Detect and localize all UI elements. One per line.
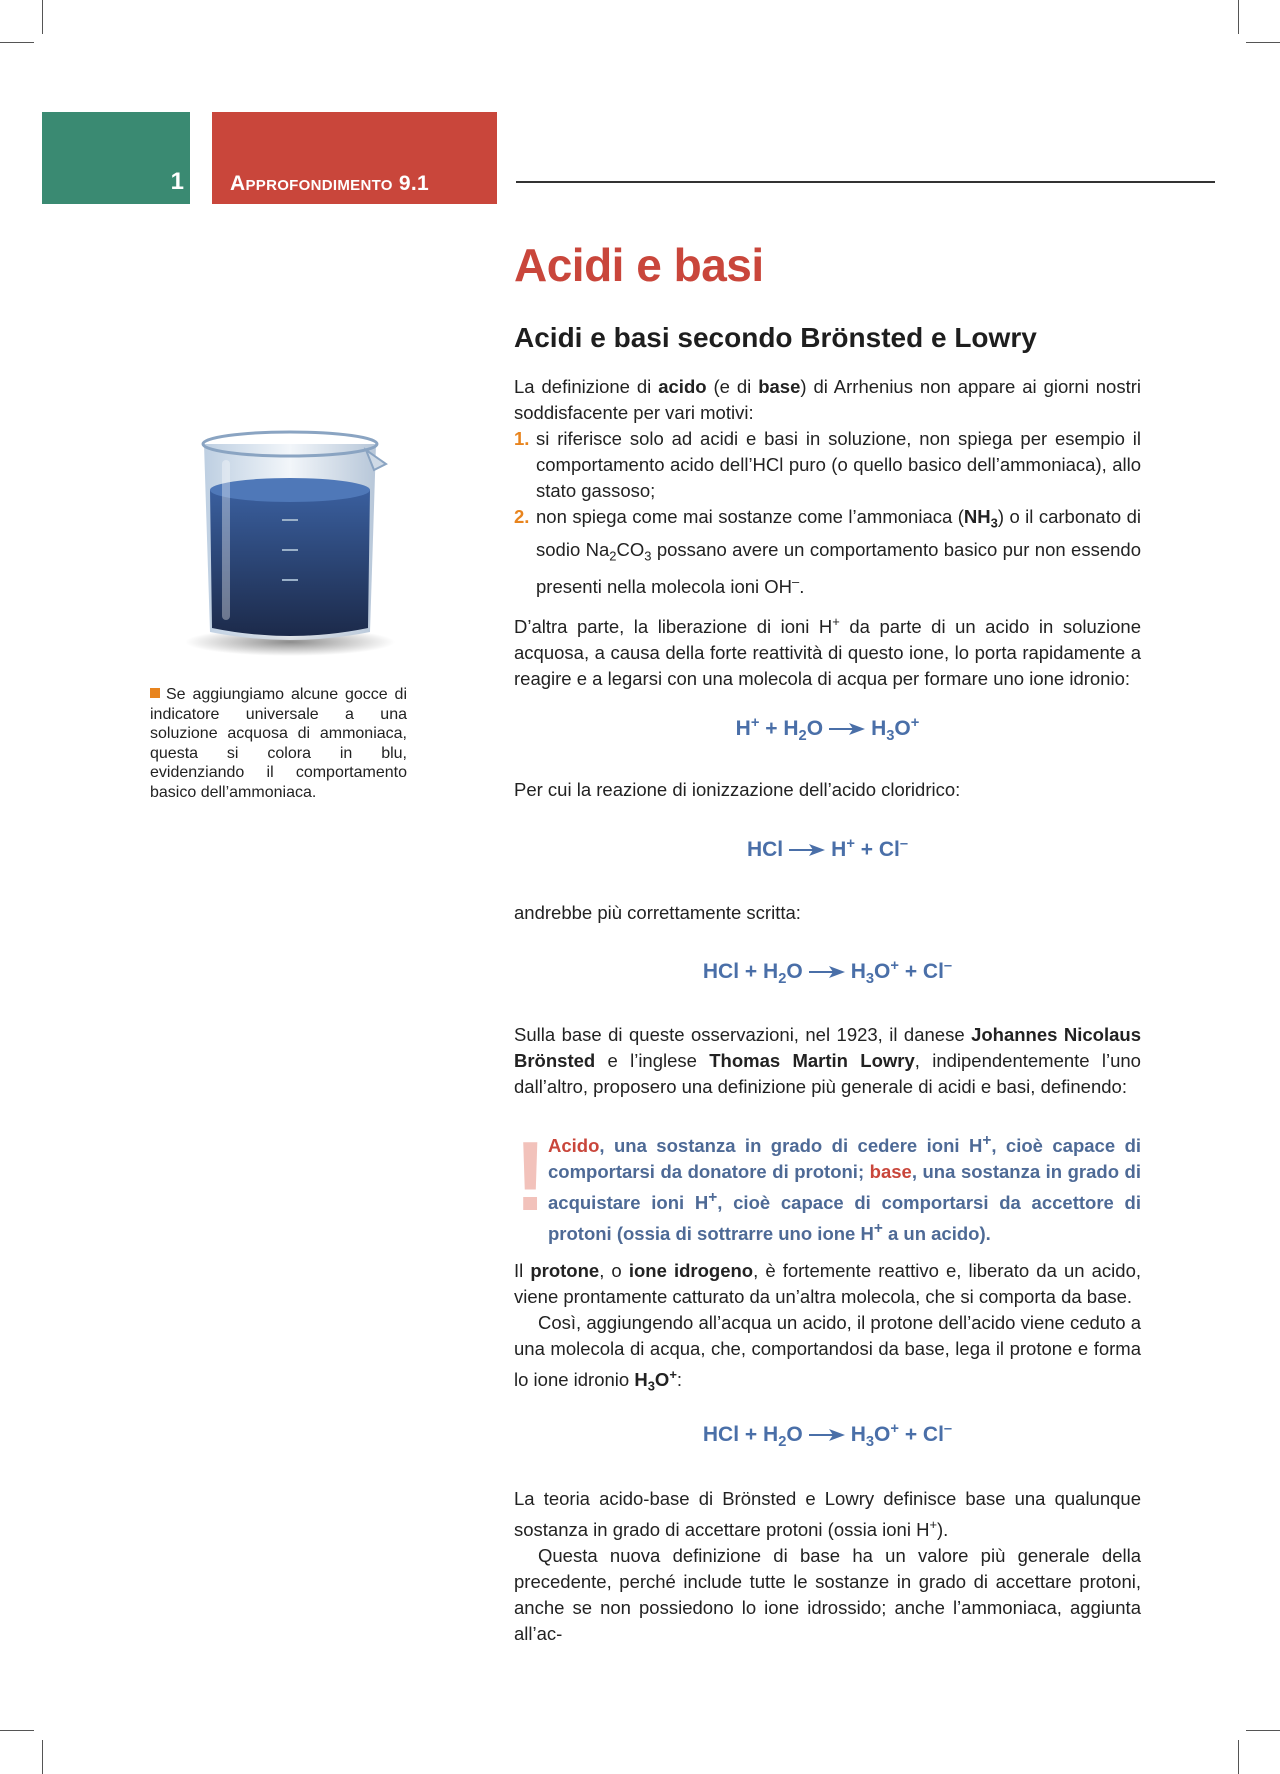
reaction-arrow-icon <box>829 723 865 735</box>
section-subtitle: Acidi e basi secondo Brönsted e Lowry <box>514 322 1037 353</box>
caption-text: Se aggiungiamo alcune gocce di indicatore universale a una soluzione acquosa di ammoniaca, questa si colora in blu, evidenziando il comportamento basico dell’ammoniaca. <box>150 686 407 801</box>
reaction-arrow-icon <box>809 1429 845 1441</box>
caption-marker-icon <box>150 688 160 698</box>
beaker-illustration <box>170 420 410 660</box>
figure-caption <box>150 685 407 802</box>
section-label: Approfondimento 9.1 <box>230 172 429 195</box>
paragraph: andrebbe più correttamente scritta: <box>514 902 801 923</box>
crop-mark <box>42 1740 43 1774</box>
page-number: 1 <box>170 168 184 195</box>
page-title: Acidi e basi <box>514 239 764 291</box>
paragraph: Per cui la reazione di ionizzazione dell’acido cloridrico: <box>514 779 961 800</box>
crop-mark <box>1238 1740 1239 1774</box>
equation-4: HCl + $H_2O$ $H_3O^+ + Cl^-$ <box>702 1421 953 1451</box>
paragraph: Sulla base di queste osservazioni, nel 1923, il danese Johannes Nicolaus Brönsted e l’inglese Thomas Martin Lowry, indipendentemente l’uno dall’altro, proposero una definizione più generale di acidi e basi, definendo: <box>514 1024 1141 1097</box>
header-rule <box>516 181 1215 183</box>
paragraph: La teoria acido-base di Brönsted e Lowry definisce base una qualunque sostanza in grado di accettare protoni (ossia ioni H+). Questa nuova definizione di base ha un valore più generale della precedente, perché include tutte le sostanze in grado di accettare protoni, anche se non possiedono lo ione idrossido; anche l’ammoniaca, aggiunta all’ac- <box>514 1488 1141 1645</box>
definition-text: Acido, una sostanza in grado di cedere ioni H+, cioè capace di comportarsi da donatore di protoni; base, una sostanza in grado di acquistare ioni H+, cioè capace di comportarsi da accettore di protoni (ossia di sottrarre uno ione H+ a un acido). <box>548 1132 1142 1245</box>
page-number-box <box>42 112 190 204</box>
equation-3: HCl + $H_2O$ $H_3O^+ + Cl^-$ <box>702 958 953 988</box>
list-item: 1. si riferisce solo ad acidi e basi in soluzione, non spiega per esempio il comportamento acido dell’HCl puro (o quello basico dell’ammoniaca), allo stato gassoso; <box>514 428 1141 501</box>
equation-2: HCl H+ + Cl– <box>746 836 909 861</box>
crop-mark <box>1246 42 1280 43</box>
crop-mark <box>0 42 34 43</box>
crop-mark <box>1246 1730 1280 1731</box>
section-label-box <box>212 112 497 204</box>
reaction-arrow-icon <box>789 844 825 856</box>
equation-1: $H^+ + H_2O$ $H_3O^+$ <box>735 715 920 745</box>
list-number: 2. <box>514 506 530 527</box>
crop-mark <box>0 1730 34 1731</box>
intro-paragraph: La definizione di acido (e di base) di Arrhenius non appare ai giorni nostri soddisfacente per vari motivi: <box>514 376 1141 423</box>
list-number: 1. <box>514 428 530 449</box>
crop-mark <box>42 0 43 34</box>
paragraph: D’altra parte, la liberazione di ioni H+ da parte di un acido in soluzione acquosa, a causa della forte reattività di questo ione, lo porta rapidamente a reagire e a legarsi con una molecola di acqua per formare uno ione idronio: <box>514 614 1141 690</box>
reaction-arrow-icon <box>809 966 845 978</box>
paragraph: Il protone, o ione idrogeno, è fortemente reattivo e, liberato da un acido, viene prontamente catturato da un’altra molecola, che si comporta da base. Così, aggiungendo all’acqua un acido, il protone dell’acido viene ceduto a una molecola di acqua, che, comportandosi da base, lega il protone e forma lo ione idronio $H_3O^+$: <box>514 1260 1141 1394</box>
intro-block <box>514 374 1141 601</box>
exclamation-icon: ! <box>514 1121 547 1231</box>
list-item: 2. non spiega come mai sostanze come l’ammoniaca $(NH_3)$ o il carbonato di sodio $Na_2CO_3$ possano avere un comportamento basico pur non essendo presenti nella molecola ioni OH–. <box>514 506 1141 598</box>
crop-mark <box>1238 0 1239 34</box>
